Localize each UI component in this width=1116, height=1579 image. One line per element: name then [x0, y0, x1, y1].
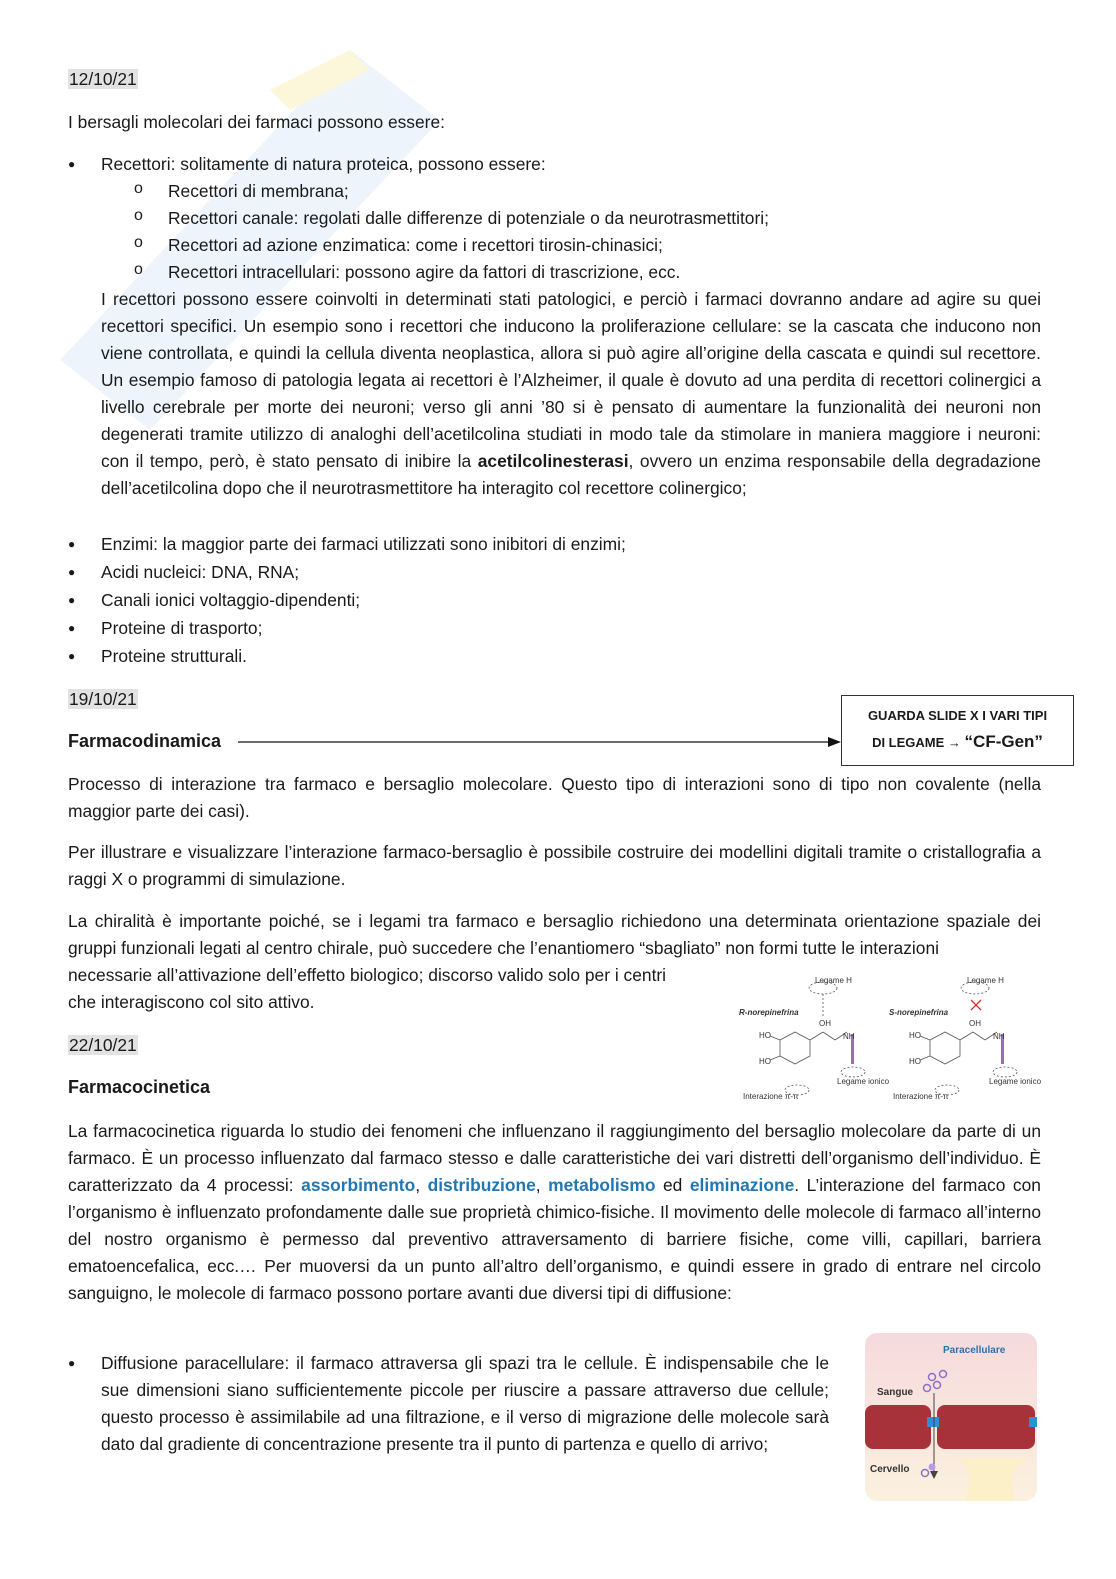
label-ho: HO — [759, 1031, 771, 1040]
bullet-icon: ● — [68, 1356, 76, 1370]
list-item: Proteine strutturali. — [101, 646, 247, 666]
label-ho: HO — [759, 1057, 771, 1066]
farmacocinetica-paragraph: La farmacocinetica riguarda lo studio dei fenomeni che influenzano il raggiungimento del bersaglio molecolare da parte di un farmaco. È un processo influenzato dal farmaco stesso e dalle caratteristiche dei vari distretti dell’organismo dell’individuo. È caratterizzato da 4 processi: assorbimento, distribuzione, metabolismo ed eliminazione. L’interazione del farmaco con l’organismo è influenzato profondamente dalle sue proprietà chimico-fisiche. Il movimento delle molecole di farmaco all’interno del nostro organismo è permesso dal preventivo attraversamento di barriere fisiche, come villi, capillari, barriera ematoencefalica, ecc.… Per muoversi da un punto all’altro dell’organismo, e quindi essere in grado di entrare nel circolo sanguigno, le molecole di farmaco possono portare avanti due diversi tipi di diffusione: — [68, 1121, 1041, 1303]
label-oh: OH — [819, 1019, 831, 1028]
label-ho: HO — [909, 1031, 921, 1040]
label-ho: HO — [909, 1057, 921, 1066]
recettori-paragraph: I recettori possono essere coinvolti in determinati stati patologici, e perciò i farmaci dovranno andare ad agire su quei recettori specifici. Un esempio sono i recettori che inducono la proliferazione cellulare: se la cascata che inducono non viene controllata, e quindi la cellula diventa neoplastica, allora si può agire all’origine della cascata e quindi sul recettore. Un esempio famoso di patologia legata ai recettori è l’Alzheimer, il quale è dovuto ad una perdita di recettori colinergici a livello cerebrale per morte dei neuroni; verso gli anni ’80 si è pensato di aumentare la funzionalità dei neuroni non degenerati tramite utilizzo di analoghi dell’acetilcolina studiati in modo tale da stimolare in maniera maggiore i neuroni: con il tempo, però, è stato pensato di inibire la acetilcolinesterasi, ovvero un enzima responsabile della degradazione dell’acetilcolina dopo che il neurotrasmettitore ha interagito col recettore colinergico; — [101, 289, 1041, 498]
paracellular-figure — [865, 1333, 1037, 1501]
date-label: 19/10/21 — [69, 689, 137, 709]
section-title-farmacocinetica: Farmacocinetica — [68, 1077, 211, 1097]
note-box-line2: DI LEGAME — [872, 735, 945, 750]
arrow-right-icon: → — [947, 735, 961, 750]
arrow-connector — [238, 733, 844, 753]
label-interazione: Interazione π-π — [743, 1092, 799, 1101]
date-label: 22/10/21 — [69, 1035, 137, 1055]
note-box — [841, 695, 1074, 766]
sub-item: Recettori di membrana; — [168, 181, 349, 201]
list-item: Proteine di trasporto; — [101, 618, 263, 638]
label-paracellulare: Paracellulare — [943, 1345, 1006, 1356]
keyword: distribuzione — [427, 1175, 536, 1195]
recettori-label: Recettori: solitamente di natura proteica, possono essere: — [101, 154, 546, 174]
list-item: Diffusione paracellulare: il farmaco attraversa gli spazi tra le cellule. È indispensabile che le sue dimensioni siano sufficientemente piccole per riuscire a passare attraverso due cellule; questo processo è assimilabile ad una filtrazione, e il verso di migrazione delle molecole sarà dato dal gradiente di concentrazione presente tra il punto di partenza e quello di arrivo; — [101, 1353, 829, 1454]
label-r-norepinefrina: R-norepinefrina — [739, 1008, 799, 1017]
note-box-cf: “CF-Gen” — [964, 732, 1043, 751]
label-cervello: Cervello — [870, 1464, 910, 1475]
label-nh: NH — [843, 1032, 855, 1041]
keyword: metabolismo — [548, 1175, 656, 1195]
sub-bullet-icon: o — [134, 261, 143, 278]
label-oh: OH — [969, 1019, 981, 1028]
label-interazione: Interazione π-π — [893, 1092, 949, 1101]
list-item: Acidi nucleici: DNA, RNA; — [101, 562, 300, 582]
label-legame-ionico: Legame ionico — [989, 1077, 1042, 1086]
label-legame-ionico: Legame ionico — [837, 1077, 890, 1086]
norepinephrine-figure — [735, 972, 1045, 1102]
label-s-norepinefrina: S-norepinefrina — [889, 1008, 949, 1017]
label-legame-h: Legame H — [967, 976, 1004, 985]
sub-bullet-icon: o — [134, 234, 143, 251]
paragraph: Per illustrare e visualizzare l’interazione farmaco-bersaglio è possibile costruire dei modellini digitali tramite o cristallografia a raggi X o programmi di simulazione. — [68, 842, 1041, 889]
label-sangue: Sangue — [877, 1387, 914, 1398]
sub-item: Recettori intracellulari: possono agire da fattori di trascrizione, ecc. — [168, 262, 681, 282]
sub-item: Recettori canale: regolati dalle differenze di potenziale o da neurotrasmettitori; — [168, 208, 769, 228]
note-box-line1: GUARDA SLIDE X I VARI TIPI — [867, 708, 1048, 723]
bullet-icon: ● — [68, 565, 76, 579]
keyword: eliminazione — [689, 1175, 795, 1195]
bullet-icon: ● — [68, 593, 76, 607]
date-label: 12/10/21 — [69, 69, 137, 89]
sub-item: Recettori ad azione enzimatica: come i recettori tirosin-chinasici; — [168, 235, 663, 255]
intro-text: I bersagli molecolari dei farmaci possono essere: — [68, 112, 445, 132]
sub-bullet-icon: o — [134, 207, 143, 224]
paragraph: La chiralità è importante poiché, se i legami tra farmaco e bersaglio richiedono una determinata orientazione spaziale dei gruppi funzionali legati al centro chirale, può succedere che l’enantiomero “sbagliato” non formi tutte le interazioni — [68, 911, 1041, 958]
bullet-icon: ● — [68, 157, 76, 171]
list-item: Enzimi: la maggior parte dei farmaci utilizzati sono inibitori di enzimi; — [101, 534, 626, 554]
bullet-icon: ● — [68, 621, 76, 635]
label-nh: NH — [993, 1032, 1005, 1041]
sub-bullet-icon: o — [134, 180, 143, 197]
section-title-farmacodinamica: Farmacodinamica — [68, 731, 222, 751]
label-legame-h: Legame H — [815, 976, 852, 985]
bullet-icon: ● — [68, 537, 76, 551]
paragraph: necessarie all’attivazione dell’effetto biologico; discorso valido solo per i centri — [68, 965, 667, 985]
paragraph: Processo di interazione tra farmaco e bersaglio molecolare. Questo tipo di interazioni sono di tipo non covalente (nella maggior parte dei casi). — [68, 774, 1041, 821]
keyword: assorbimento — [301, 1175, 416, 1195]
paragraph: che interagiscono col sito attivo. — [68, 992, 315, 1012]
list-item: Canali ionici voltaggio-dipendenti; — [101, 590, 361, 610]
bullet-icon: ● — [68, 649, 76, 663]
